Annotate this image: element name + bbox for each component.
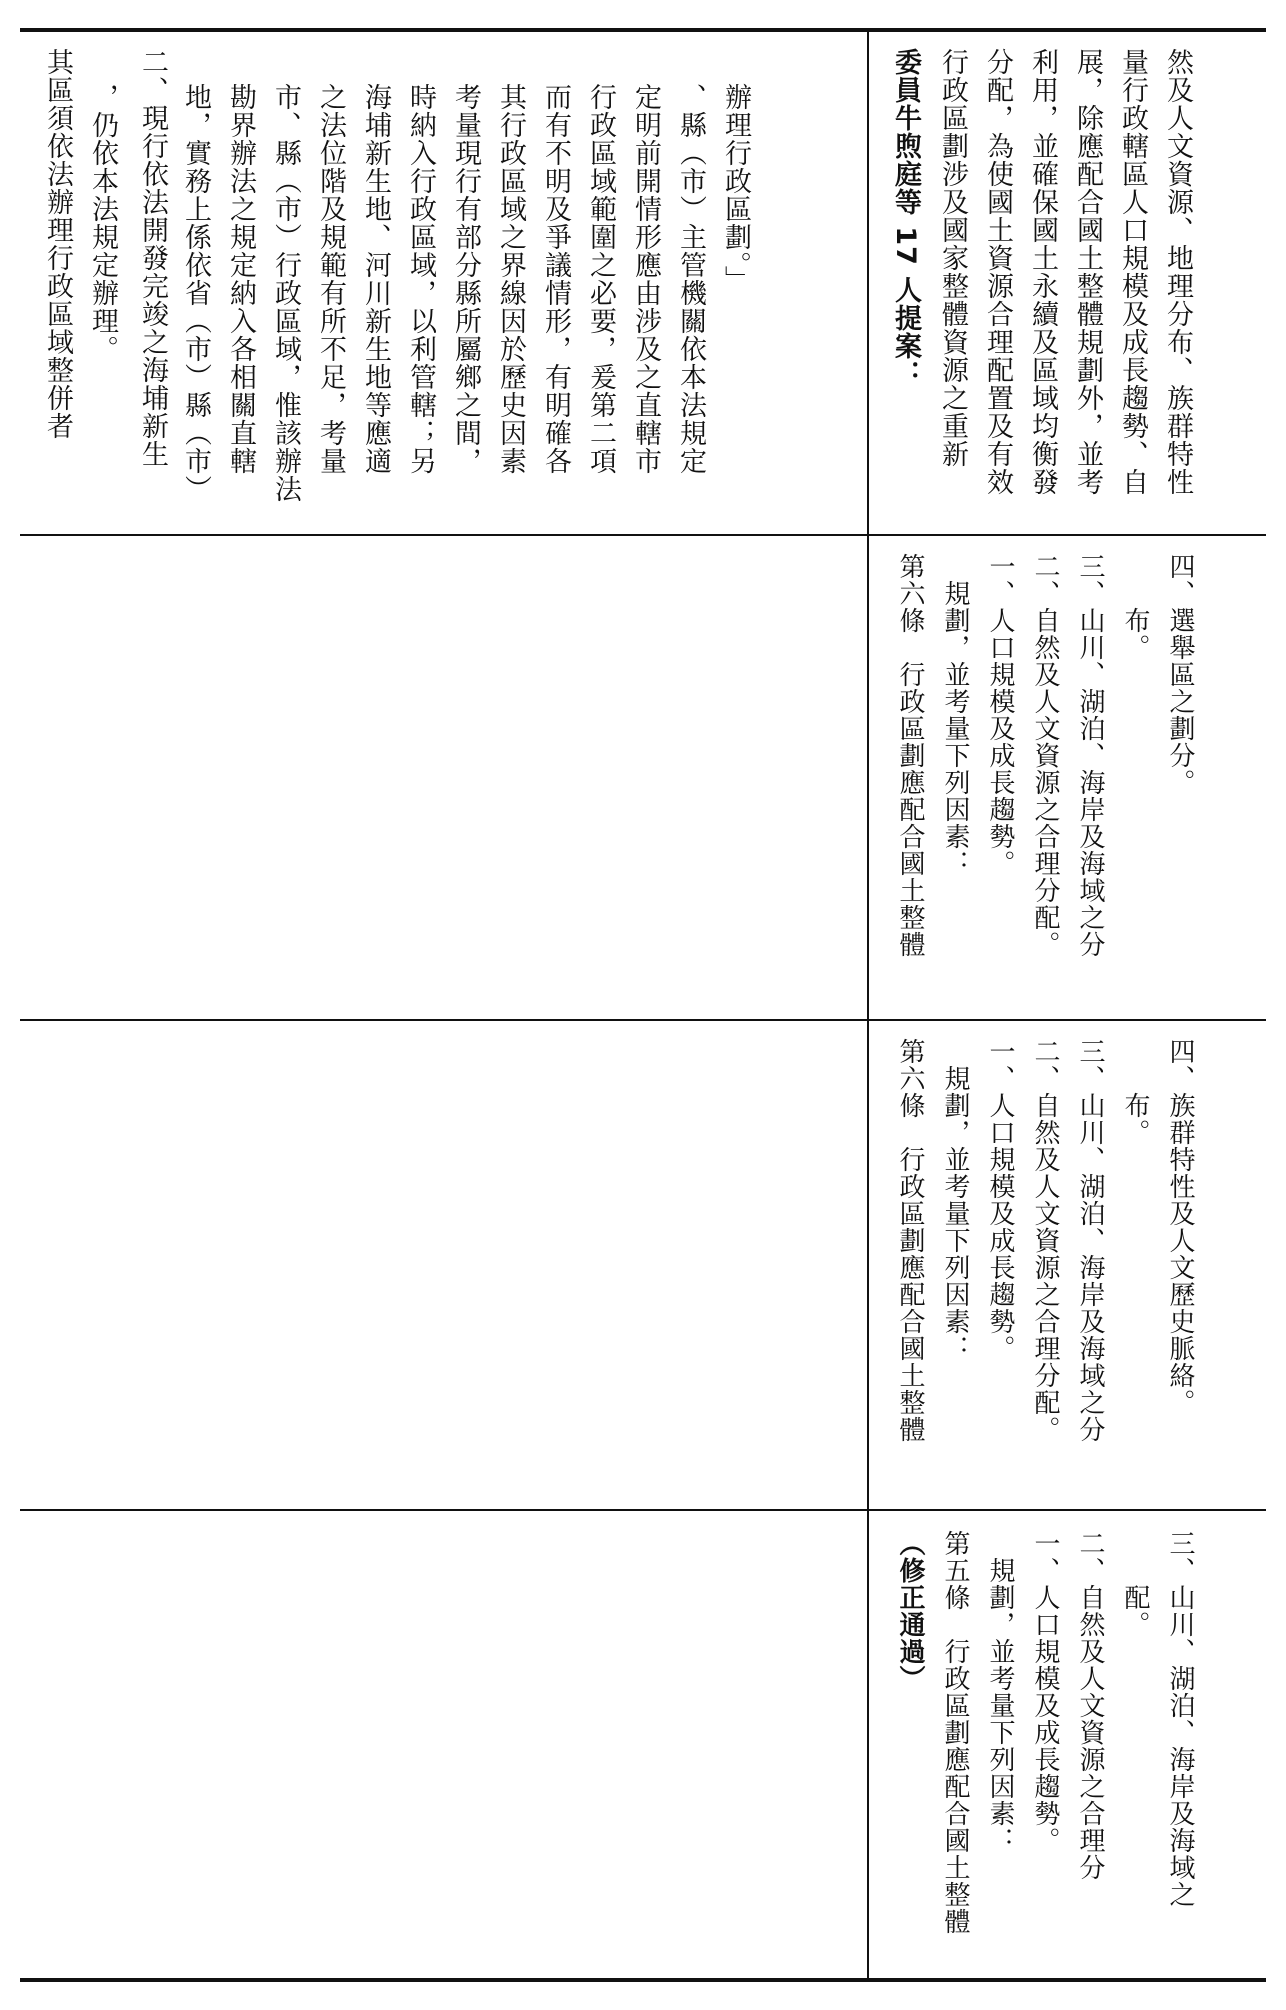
article-item: 布。: [1120, 1038, 1150, 1146]
proposal-line: 然及人文資源、地理分布、族群特性: [1162, 48, 1193, 496]
explanation-line: 時納入行政區域，以利管轄；另: [405, 83, 436, 475]
explanation-line: 地，實務上係依省（市）縣（市）: [180, 83, 211, 503]
explanation-line: 海埔新生地、河川新生地等應適: [360, 83, 391, 475]
proposal-heading: 委員牛煦庭等 17 人提案：: [890, 48, 921, 389]
article-item: 三、山川、湖泊、海岸及海域之分: [1075, 1038, 1105, 1443]
article-item: 一、人口規模及成長趨勢。: [985, 553, 1015, 877]
article-title-line: 規劃，並考量下列因素：: [985, 1530, 1015, 1854]
explanation-line: ，仍依本法規定辦理。: [87, 83, 118, 363]
explanation-line: 二、現行依法開發完竣之海埔新生: [137, 48, 168, 468]
proposal-line: 分配，為使國土資源合理配置及有效: [982, 48, 1013, 496]
explanation-line: 其區須依法辦理行政區域整併者: [42, 48, 73, 440]
proposal-line: 行政區劃涉及國家整體資源之重新: [937, 48, 968, 468]
article-item: 一、人口規模及成長趨勢。: [985, 1038, 1015, 1362]
article-title-line: 第六條 行政區劃應配合國土整體: [895, 553, 925, 958]
article-item: 二、自然及人文資源之合理分配。: [1030, 553, 1060, 958]
article-item: 三、山川、湖泊、海岸及海域之: [1165, 1530, 1195, 1908]
explanation-line: 定明前開情形應由涉及之直轄市: [630, 83, 661, 475]
explanation-line: 之法位階及規範有所不足，考量: [315, 83, 346, 475]
explanation-line: 辦理行政區劃。」: [720, 83, 751, 294]
article-item: 四、選舉區之劃分。: [1165, 553, 1195, 796]
amendment-status: （修正通過）: [895, 1530, 925, 1692]
explanation-line: 市、縣（市）行政區域，惟該辦法: [270, 83, 301, 503]
article-item: 四、族群特性及人文歷史脈絡。: [1165, 1038, 1195, 1416]
explanation-line: 其行政區域之界線因於歷史因素: [495, 83, 526, 475]
article-title-line: 規劃，並考量下列因素：: [940, 553, 970, 877]
article-title-line: 第五條 行政區劃應配合國土整體: [940, 1530, 970, 1935]
article-title-line: 規劃，並考量下列因素：: [940, 1038, 970, 1362]
explanation-line: 、縣（市）主管機關依本法規定: [675, 83, 706, 475]
proposal-line: 利用，並確保國土永續及區域均衡發: [1027, 48, 1058, 496]
explanation-line: 而有不明及爭議情形，有明確各: [540, 83, 571, 475]
explanation-line: 行政區域範圍之必要，爰第二項: [585, 83, 616, 475]
article-item: 三、山川、湖泊、海岸及海域之分: [1075, 553, 1105, 958]
article-title-line: 第六條 行政區劃應配合國土整體: [895, 1038, 925, 1443]
proposal-line: 量行政轄區人口規模及成長趨勢、自: [1117, 48, 1148, 496]
explanation-line: 考量現行有部分縣所屬鄉之間，: [450, 83, 481, 475]
proposal-line: 展，除應配合國土整體規劃外，並考: [1072, 48, 1103, 496]
article-item: 一、人口規模及成長趨勢。: [1030, 1530, 1060, 1854]
article-item: 布。: [1120, 553, 1150, 661]
article-item: 二、自然及人文資源之合理分配。: [1030, 1038, 1060, 1443]
article-item: 配。: [1120, 1530, 1150, 1638]
explanation-line: 勘界辦法之規定納入各相關直轄: [225, 83, 256, 475]
article-item: 二、自然及人文資源之合理分: [1075, 1530, 1105, 1881]
